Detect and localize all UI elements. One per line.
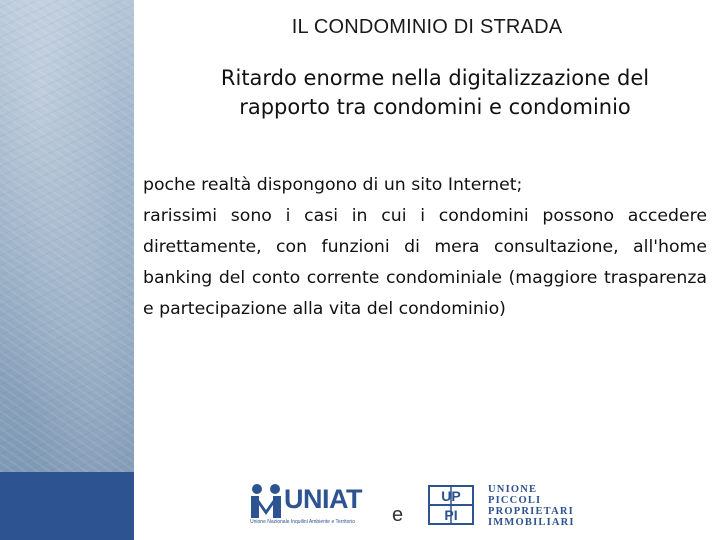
uppi-line: UNIONE xyxy=(488,484,538,495)
bullet-item: rarissimi sono i casi in cui i condomini possono accedere direttamente, con funzioni di mera consultazione, all'home banking del conto corrente condominiale (maggiore trasparenza e partecipazione alla vita del condominio) xyxy=(143,206,707,319)
uniat-logo xyxy=(248,480,382,530)
bullet-item: poche realtà dispongono di un sito Internet; xyxy=(143,175,523,195)
uppi-line: IMMOBILIARI xyxy=(488,517,575,528)
uniat-wordmark: UNIAT xyxy=(284,484,362,514)
footer-logo-area xyxy=(134,472,720,540)
decorative-side-band xyxy=(0,0,134,472)
people-group-icon xyxy=(248,482,284,520)
bullet-list xyxy=(143,170,707,325)
uppi-mark-top: UP xyxy=(441,488,461,504)
subtitle-line-2: rapporto tra condomini e condominio xyxy=(239,95,631,119)
slide-subtitle xyxy=(150,64,720,122)
uppi-wordmark xyxy=(488,484,575,528)
page-title: IL CONDOMINIO DI STRADA xyxy=(291,16,563,38)
uppi-mark-bottom: PI xyxy=(444,507,458,523)
uppi-line: PICCOLI xyxy=(488,495,542,506)
logo-conjunction: e xyxy=(392,504,404,526)
uppi-line: PROPRIETARI xyxy=(488,506,574,517)
uniat-tagline: Unione Nazionale Inquilini Ambiente e Territorio xyxy=(250,519,355,525)
uppi-logo-mark xyxy=(428,485,474,525)
subtitle-line-1: Ritardo enorme nella digitalizzazione del xyxy=(220,66,650,90)
